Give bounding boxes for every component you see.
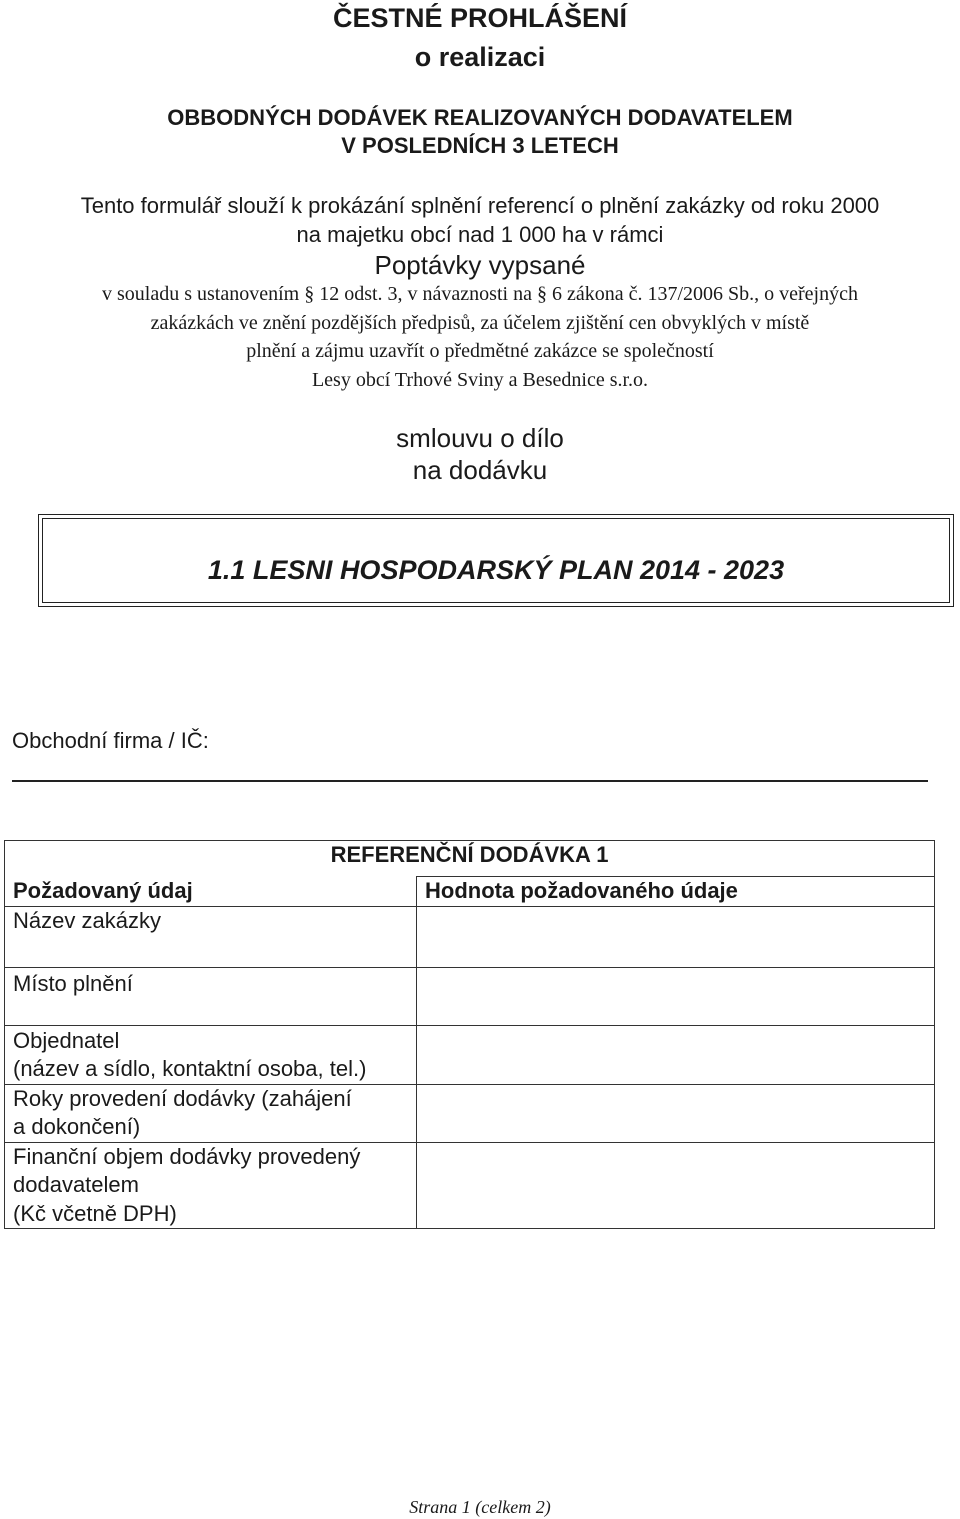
section-sign: § bbox=[536, 283, 547, 305]
row-label-line: dodavatelem bbox=[13, 1172, 139, 1197]
legal-line-1 bbox=[0, 280, 960, 309]
document-title: ČESTNÉ PROHLÁŠENÍ bbox=[332, 3, 628, 33]
row-label-place bbox=[5, 967, 417, 1025]
row-label-line: Finanční objem dodávky provedený bbox=[13, 1143, 361, 1169]
row-label-line: Název zakázky bbox=[13, 907, 161, 933]
row-label-line: Objednatel bbox=[13, 1027, 120, 1053]
plan-title: 1.1 LESNI HOSPODARSKÝ PLAN 2014 - 2023 bbox=[207, 555, 785, 585]
row-label-years bbox=[5, 1084, 417, 1142]
column-header-required: Požadovaný údaj bbox=[5, 877, 417, 907]
inquiry-heading: Poptávky vypsané bbox=[374, 250, 586, 280]
row-label-line: Místo plnění bbox=[13, 970, 133, 996]
contract-line-2: na dodávku bbox=[412, 455, 548, 485]
section-sign: § bbox=[304, 283, 315, 305]
value-cell-place[interactable] bbox=[417, 967, 935, 1025]
legal-line-3: plnění a zájmu uzavřít o předmětné zakázce se společností bbox=[246, 340, 714, 362]
row-label-line: (Kč včetně DPH) bbox=[13, 1200, 177, 1226]
legal-line-2: zakázkách ve znění pozdějších předpisů, za účelem zjištění cen obvyklých v místě bbox=[150, 311, 810, 334]
subject-heading bbox=[0, 104, 960, 160]
row-label-financial-volume bbox=[5, 1142, 417, 1229]
plan-title-box bbox=[38, 514, 954, 607]
column-header-value: Hodnota požadovaného údaje bbox=[417, 877, 935, 907]
row-label-line: (název a sídlo, kontaktní osoba, tel.) bbox=[13, 1056, 367, 1081]
company-id-label: Obchodní firma / IČ: bbox=[12, 728, 209, 753]
intro-line-1: Tento formulář slouží k prokázání splnění referencí o plnění zakázky od roku 2000 bbox=[80, 193, 880, 218]
value-cell-client[interactable] bbox=[417, 1025, 935, 1084]
contract-type bbox=[0, 422, 960, 486]
subject-line-1: OBBODNÝCH DODÁVEK REALIZOVANÝCH DODAVATELEM bbox=[167, 105, 793, 130]
row-label-line: a dokončení) bbox=[13, 1114, 141, 1139]
intro-paragraph bbox=[0, 191, 960, 249]
document-subtitle: o realizaci bbox=[414, 42, 546, 72]
table-title: REFERENČNÍ DODÁVKA 1 bbox=[5, 841, 935, 877]
company-id-fill-line[interactable] bbox=[12, 780, 928, 782]
row-label-client bbox=[5, 1025, 417, 1084]
legal-basis-paragraph bbox=[0, 280, 960, 394]
row-label-line: Roky provedení dodávky (zahájení bbox=[13, 1085, 352, 1111]
subject-line-2: V POSLEDNÍCH 3 LETECH bbox=[341, 133, 619, 158]
legal-line-1-part-a: v souladu s ustanovením bbox=[101, 283, 305, 305]
legal-line-1-part-c: 6 zákona č. 137/2006 Sb., o veřejných bbox=[546, 283, 858, 305]
reference-delivery-table bbox=[4, 840, 935, 1229]
page-number: Strana 1 (celkem 2) bbox=[409, 1497, 551, 1517]
value-cell-years[interactable] bbox=[417, 1084, 935, 1142]
value-cell-contract-name[interactable] bbox=[417, 906, 935, 967]
value-cell-financial-volume[interactable] bbox=[417, 1142, 935, 1229]
contract-line-1: smlouvu o dílo bbox=[396, 423, 564, 453]
legal-line-1-part-b: 12 odst. 3, v návaznosti na bbox=[314, 283, 537, 305]
legal-line-4: Lesy obcí Trhové Sviny a Besednice s.r.o. bbox=[311, 368, 649, 391]
row-label-contract-name bbox=[5, 906, 417, 967]
intro-line-2: na majetku obcí nad 1 000 ha v rámci bbox=[296, 222, 664, 247]
